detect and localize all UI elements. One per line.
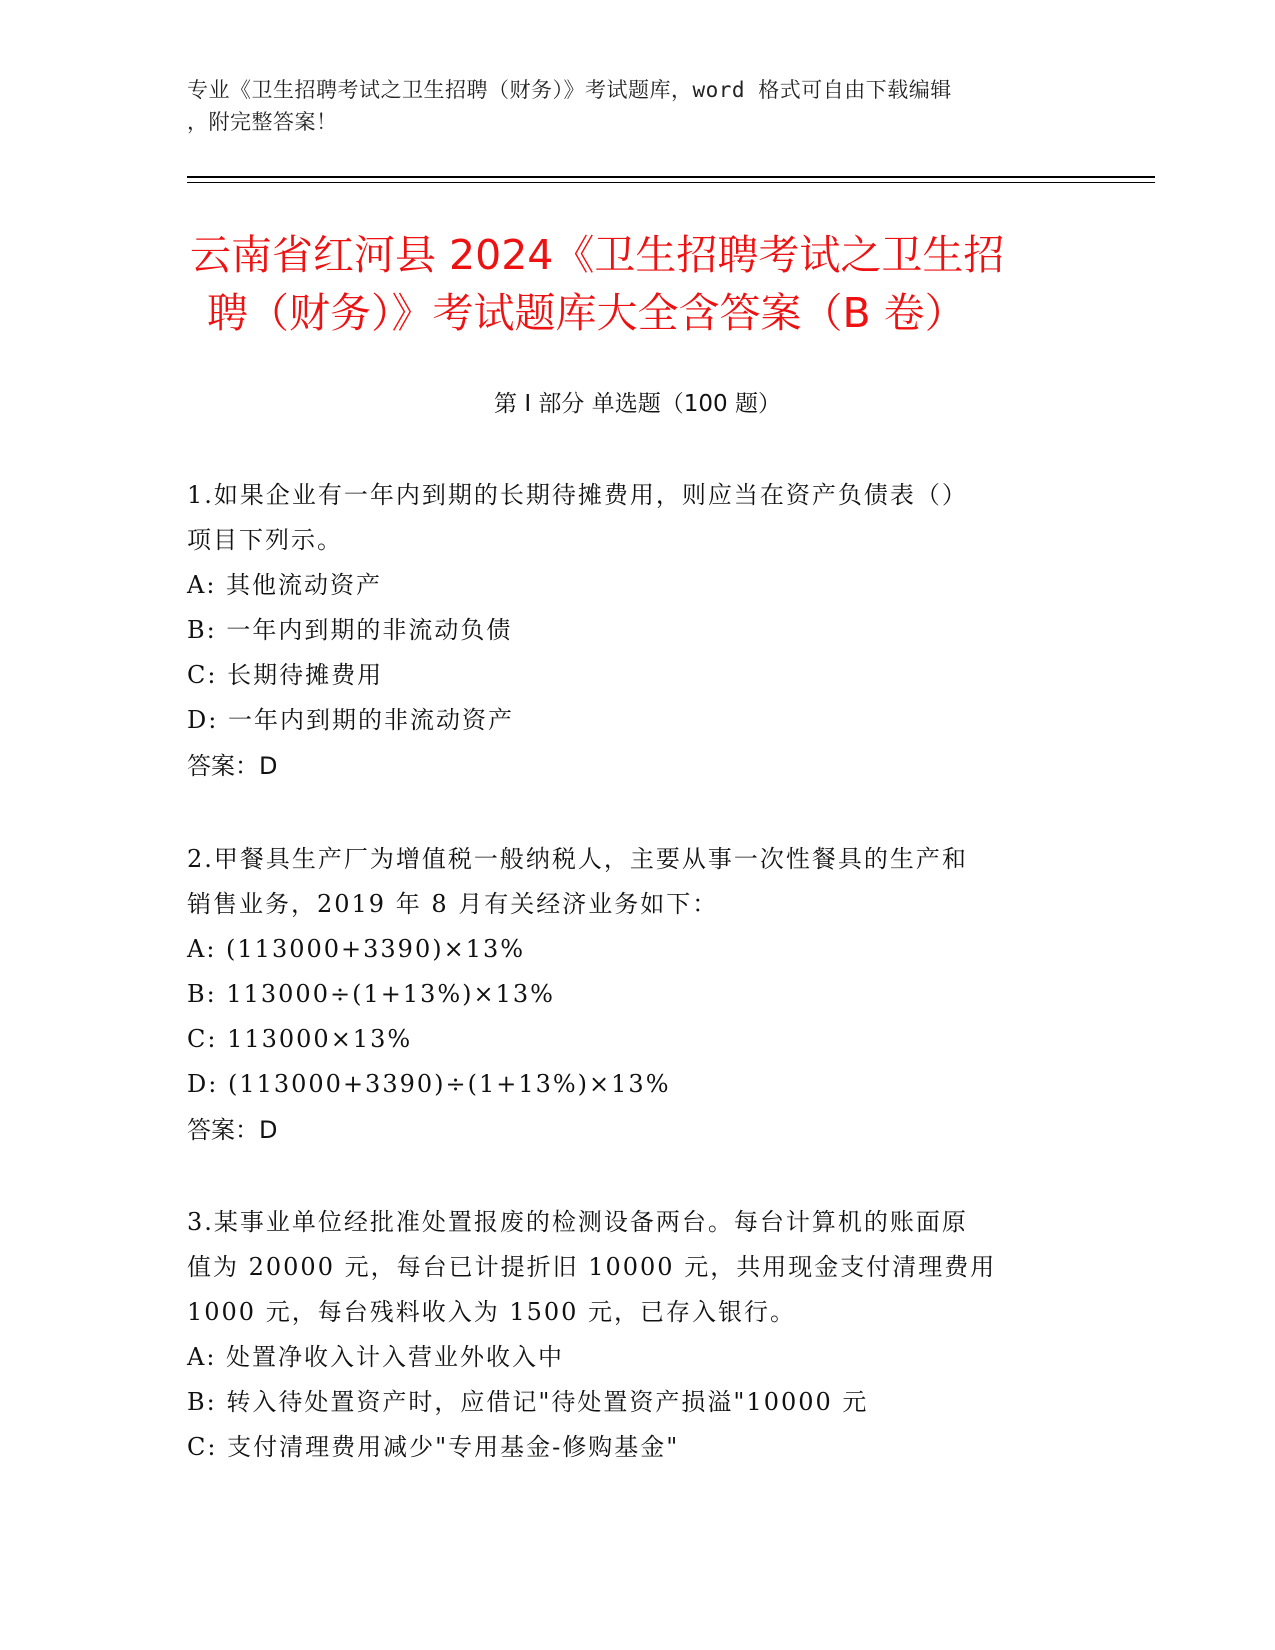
question-text-line: 2.甲餐具生产厂为增值税一般纳税人，主要从事一次性餐具的生产和 (187, 845, 968, 873)
header-note-line-2: ，附完整答案！ (187, 110, 338, 134)
option-b: B: 一年内到期的非流动负债 (187, 616, 513, 644)
header-note (187, 74, 1087, 138)
option-a: A: (113000+3390)×13% (187, 935, 526, 963)
option-c: C: 长期待摊费用 (187, 661, 384, 689)
header-note-line-1: 专业《卫生招聘考试之卫生招聘（财务）》考试题库，word 格式可自由下载编辑 (187, 78, 952, 102)
option-d: D: (113000+3390)÷(1+13%)×13% (187, 1070, 671, 1098)
option-d: D: 一年内到期的非流动资产 (187, 706, 514, 734)
option-b: B: 转入待处置资产时，应借记"待处置资产损溢"10000 元 (187, 1388, 869, 1416)
question-item (187, 1200, 1067, 1470)
header-divider-thin (187, 182, 1155, 183)
option-a: A: 其他流动资产 (187, 571, 383, 599)
question-text-line: 1000 元，每台残料收入为 1500 元，已存入银行。 (187, 1298, 797, 1326)
question-text-line: 销售业务，2019 年 8 月有关经济业务如下： (187, 890, 719, 918)
option-b: B: 113000÷(1+13%)×13% (187, 980, 555, 1008)
question-text-line: 项目下列示。 (187, 526, 343, 554)
answer-line: 答案：D (187, 752, 278, 780)
option-a: A: 处置净收入计入营业外收入中 (187, 1343, 565, 1371)
document-title-line-2: 聘（财务）》考试题库大全含答案（B 卷） (207, 289, 966, 337)
option-c: C: 支付清理费用减少"专用基金-修购基金" (187, 1433, 680, 1461)
section-heading: 第 I 部分 单选题（100 题） (494, 391, 781, 417)
document-title-line-1: 云南省红河县 2024《卫生招聘考试之卫生招 (190, 231, 1005, 279)
question-text-line: 1.如果企业有一年内到期的长期待摊费用，则应当在资产负债表（） (187, 481, 968, 509)
document-title (190, 226, 1090, 342)
question-text-line: 值为 20000 元，每台已计提折旧 10000 元，共用现金支付清理费用 (187, 1253, 997, 1281)
question-item (187, 473, 1067, 789)
option-c: C: 113000×13% (187, 1025, 413, 1053)
question-text-line: 3.某事业单位经批准处置报废的检测设备两台。每台计算机的账面原 (187, 1208, 968, 1236)
header-divider-thick (187, 176, 1155, 178)
question-item (187, 837, 1067, 1153)
answer-line: 答案：D (187, 1116, 278, 1144)
